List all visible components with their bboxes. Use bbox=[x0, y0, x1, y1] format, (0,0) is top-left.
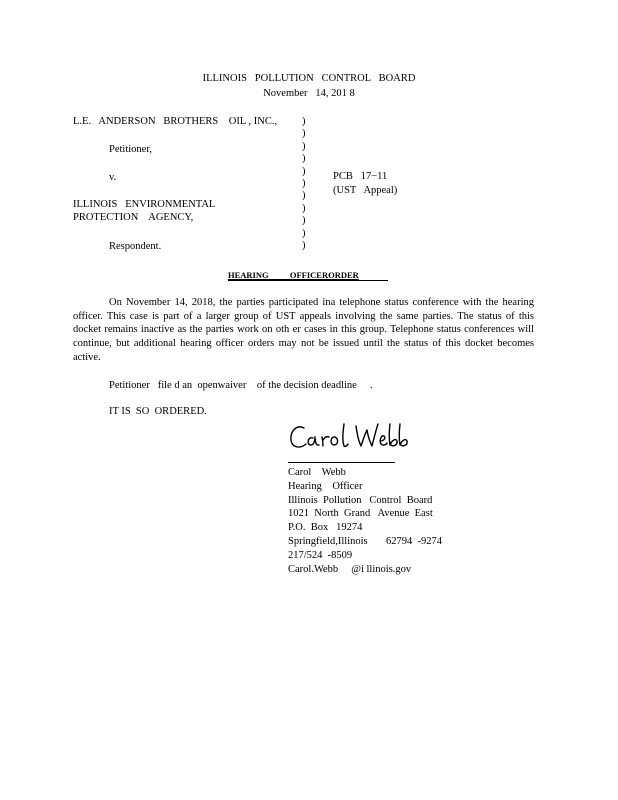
separator-mark: ) bbox=[302, 153, 306, 165]
order-paragraph-waiver: Petitioner file d an openwaiver of the decision deadline . bbox=[109, 380, 373, 391]
separator-mark: ) bbox=[302, 128, 306, 140]
separator-mark: ) bbox=[302, 178, 306, 190]
signer-name: Carol Webb bbox=[288, 467, 346, 478]
separator-mark: ) bbox=[302, 227, 306, 239]
signature-line bbox=[288, 462, 395, 463]
order-paragraph-status: On November 14, 2018, the parties participated ina telephone status conference with the hearing officer. This case is part of a larger group of UST appeals involving the same parties. The status of this docket remains inactive as the parties work on oth er cases in this group. Telephone status conferences will continue, but additional hearing officer orders may not be issued until the status of this docket becomes active. bbox=[73, 297, 534, 363]
signature-image bbox=[286, 420, 416, 456]
caption-separator bbox=[302, 116, 310, 252]
respondent-role: Respondent. bbox=[109, 241, 162, 252]
respondent-name-line2: PROTECTION AGENCY, bbox=[73, 212, 194, 223]
case-type: (UST Appeal) bbox=[333, 185, 398, 196]
separator-mark: ) bbox=[302, 116, 306, 127]
respondent-name-line1: ILLINOIS ENVIRONMENTAL bbox=[73, 199, 216, 210]
signer-organization: Illinois Pollution Control Board bbox=[288, 494, 433, 506]
board-name: ILLINOIS POLLUTION CONTROL BOARD bbox=[202, 73, 416, 84]
address-street: 1021 North Grand Avenue East bbox=[288, 508, 433, 520]
order-paragraph-ordered: IT IS SO ORDERED. bbox=[109, 406, 207, 417]
separator-mark: ) bbox=[302, 240, 306, 252]
signer-title: Hearing Officer bbox=[288, 480, 363, 492]
case-number: PCB 17−11 bbox=[333, 171, 388, 182]
petitioner-name: L.E. ANDERSON BROTHERS OIL , INC., bbox=[73, 116, 278, 127]
order-date: November 14, 201 8 bbox=[263, 88, 355, 99]
separator-mark: ) bbox=[302, 140, 306, 152]
email-address: Carol.Webb @i llinois.gov bbox=[288, 563, 412, 575]
separator-mark: ) bbox=[302, 190, 306, 202]
phone-number: 217/524 -8509 bbox=[288, 549, 353, 561]
separator-mark: ) bbox=[302, 202, 306, 214]
separator-mark: ) bbox=[302, 165, 306, 177]
versus-label: v. bbox=[109, 172, 117, 183]
address-city: Springfield,Illinois 62794 -9274 bbox=[288, 535, 442, 547]
signature-block bbox=[288, 466, 442, 576]
order-title: HEARING OFFICERORDER bbox=[228, 270, 388, 281]
separator-mark: ) bbox=[302, 215, 306, 227]
petitioner-role: Petitioner, bbox=[109, 144, 153, 155]
address-po-box: P.O. Box 19274 bbox=[288, 522, 363, 534]
